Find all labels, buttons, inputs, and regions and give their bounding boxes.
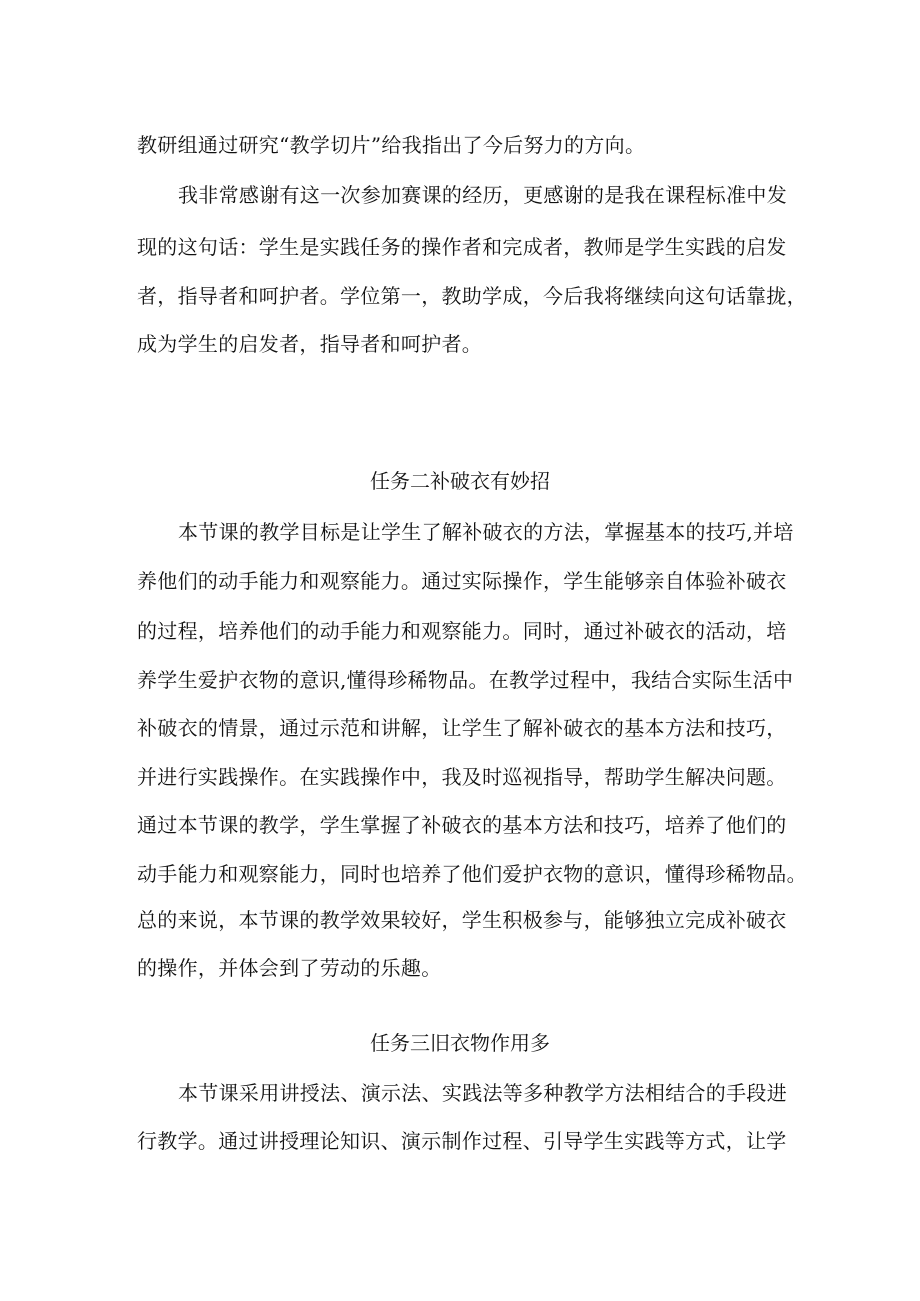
paragraph-line: 补破衣的情景，通过示范和讲解，让学生了解补破衣的基本方法和技巧， <box>137 716 787 740</box>
paragraph-line: 本节课采用讲授法、演示法、实践法等多种教学方法相结合的手段进 <box>178 1081 787 1105</box>
paragraph-line: 现的这句话：学生是实践任务的操作者和完成者，教师是学生实践的启发 <box>137 235 787 259</box>
paragraph-line: 本节课的教学目标是让学生了解补破衣的方法，掌握基本的技巧,并培 <box>178 520 794 544</box>
paragraph-line: 养他们的动手能力和观察能力。通过实际操作，学生能够亲自体验补破衣 <box>137 569 787 593</box>
section-heading: 任务二补破衣有妙招 <box>370 469 550 493</box>
paragraph-line: 成为学生的启发者，指导者和呵护者。 <box>137 332 483 356</box>
paragraph-line: 者，指导者和呵护者。学位第一，教助学成，今后我将继续向这句话靠拢， <box>137 284 807 308</box>
paragraph-line: 养学生爱护衣物的意识,懂得珍稀物品。在教学过程中，我结合实际生活中 <box>137 668 794 692</box>
paragraph-line: 通过本节课的教学，学生掌握了补破衣的基本方法和技巧，培养了他们的 <box>137 813 787 837</box>
paragraph-line: 动手能力和观察能力，同时也培养了他们爱护衣物的意识，懂得珍稀物品。 <box>137 862 807 886</box>
paragraph-line: 的操作，并体会到了劳动的乐趣。 <box>137 956 442 980</box>
paragraph-line: 总的来说，本节课的教学效果较好，学生积极参与，能够独立完成补破衣 <box>137 908 787 932</box>
paragraph-line: 并进行实践操作。在实践操作中，我及时巡视指导，帮助学生解决问题。 <box>137 765 787 789</box>
paragraph-line: 行教学。通过讲授理论知识、演示制作过程、引导学生实践等方式，让学 <box>137 1129 787 1153</box>
paragraph-line: 教研组通过研究“教学切片”给我指出了今后努力的方向。 <box>137 133 646 157</box>
section-heading: 任务三旧衣物作用多 <box>370 1031 550 1055</box>
paragraph-line: 我非常感谢有这一次参加赛课的经历，更感谢的是我在课程标准中发 <box>178 183 787 207</box>
paragraph-line: 的过程，培养他们的动手能力和观察能力。同时，通过补破衣的活动，培 <box>137 619 787 643</box>
